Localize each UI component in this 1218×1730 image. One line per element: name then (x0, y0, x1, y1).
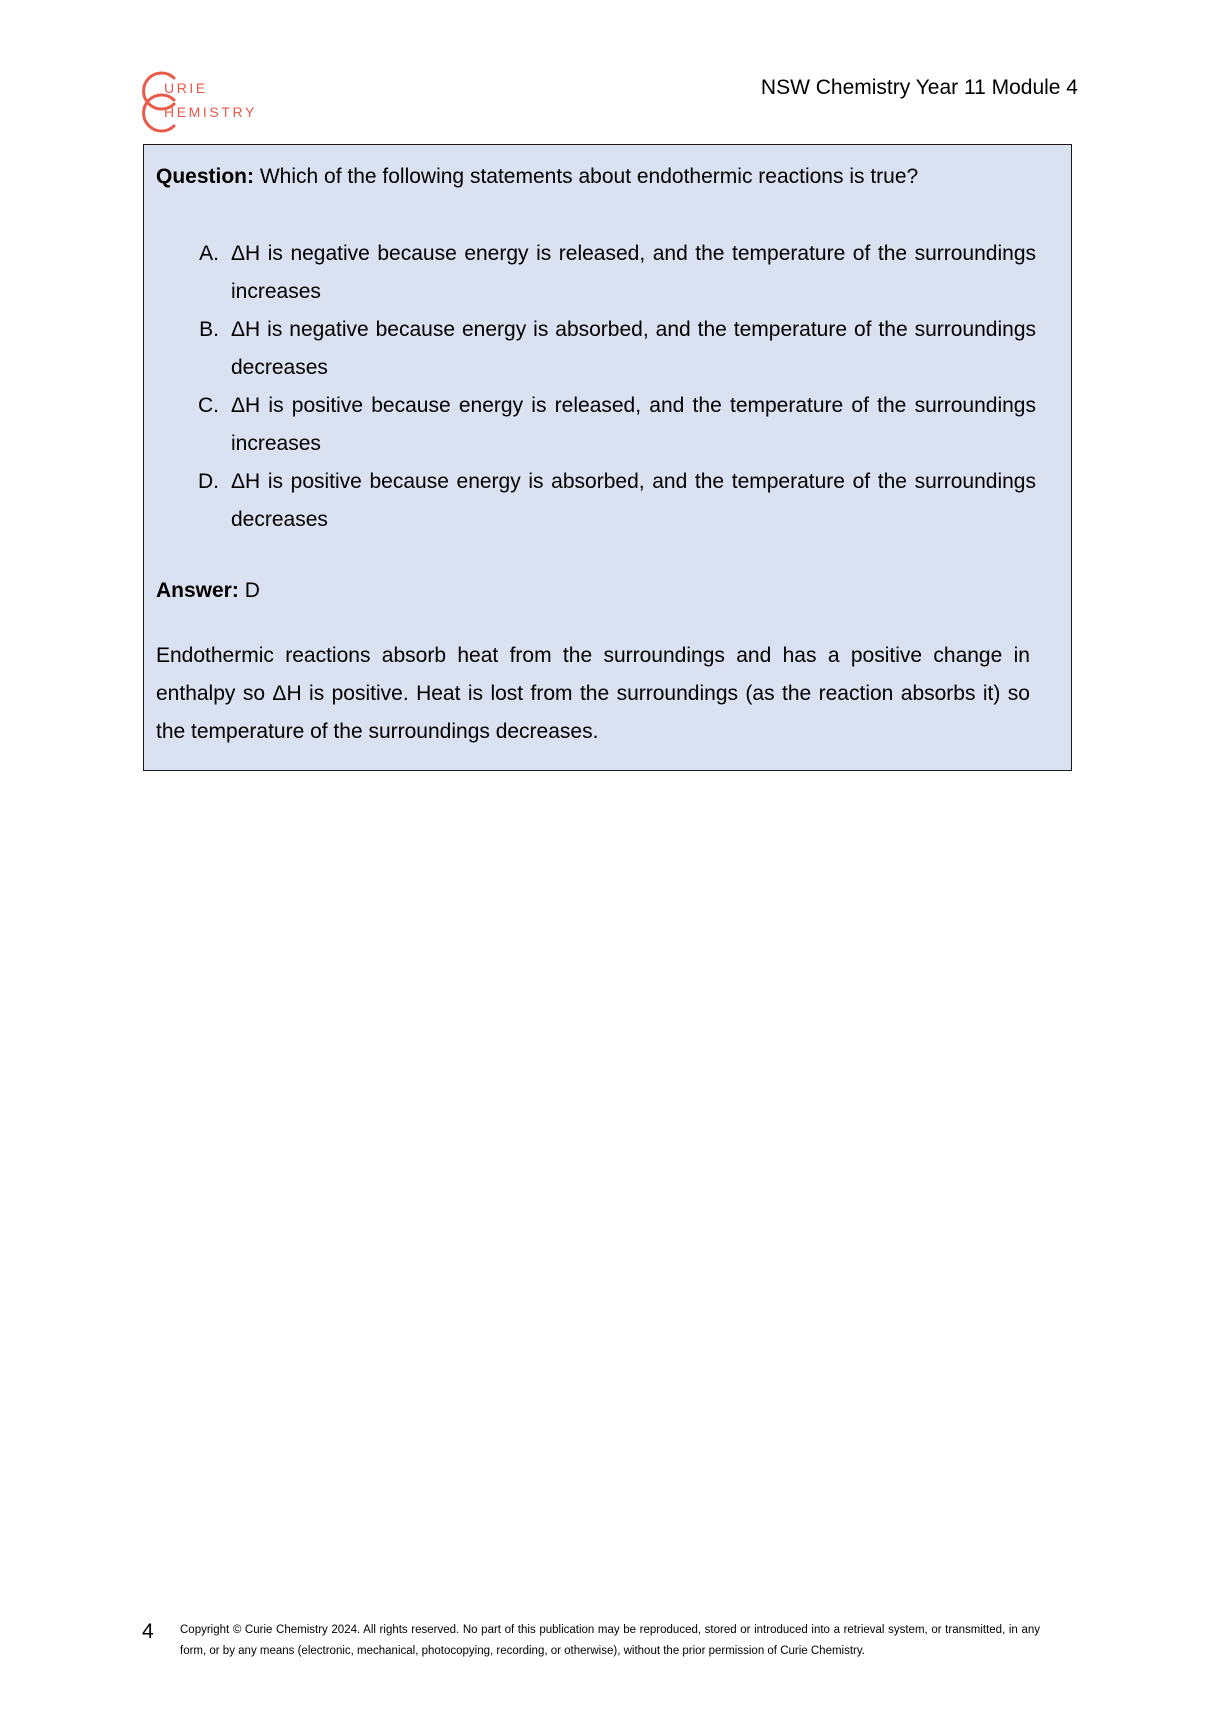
option-text: ΔH is positive because energy is released, and the temperature of the surroundings increases (231, 394, 1036, 455)
question-text: Which of the following statements about endothermic reactions is true? (259, 165, 919, 188)
answer-label: Answer: (156, 579, 239, 602)
answer-explanation: Endothermic reactions absorb heat from the surroundings and has a positive change in enthalpy so ΔH is positive. Heat is lost from the surroundings (as the reaction absorbs it) so the temperature of the surroundings decreases. (156, 644, 1030, 743)
logo-text-hemistry: HEMISTRY (164, 104, 257, 120)
answer-options-list (156, 235, 1036, 539)
logo-text-urie: URIE (164, 80, 208, 96)
answer-line (156, 579, 260, 603)
option-text: ΔH is negative because energy is released, and the temperature of the surroundings increases (231, 242, 1036, 303)
option-letter: C. (198, 394, 219, 417)
option-letter: D. (198, 470, 219, 493)
logo-c-mark-icon (142, 68, 182, 136)
question-line (156, 165, 918, 189)
option-b (156, 311, 1036, 387)
option-text: ΔH is positive because energy is absorbed, and the temperature of the surroundings decreases (231, 470, 1036, 531)
question-answer-box (143, 144, 1072, 771)
option-letter: A. (199, 242, 219, 265)
answer-value: D (244, 579, 260, 602)
option-a (156, 235, 1036, 311)
option-text: ΔH is negative because energy is absorbed, and the temperature of the surroundings decreases (231, 318, 1036, 379)
copyright-notice: Copyright © Curie Chemistry 2024. All rights reserved. No part of this publication may be reproduced, stored or introduced into a retrieval system, or transmitted, in any form, or by any means (electronic, mechanical, photocopying, recording, or otherwise), without the prior permission of Curie Chemistry. (180, 1624, 1040, 1657)
curie-chemistry-logo (142, 68, 292, 136)
page-number: 4 (142, 1620, 154, 1643)
option-letter: B. (199, 318, 219, 341)
document-header-title: NSW Chemistry Year 11 Module 4 (760, 76, 1078, 99)
question-label: Question: (156, 165, 254, 188)
option-c (156, 387, 1036, 463)
option-d (156, 463, 1036, 539)
